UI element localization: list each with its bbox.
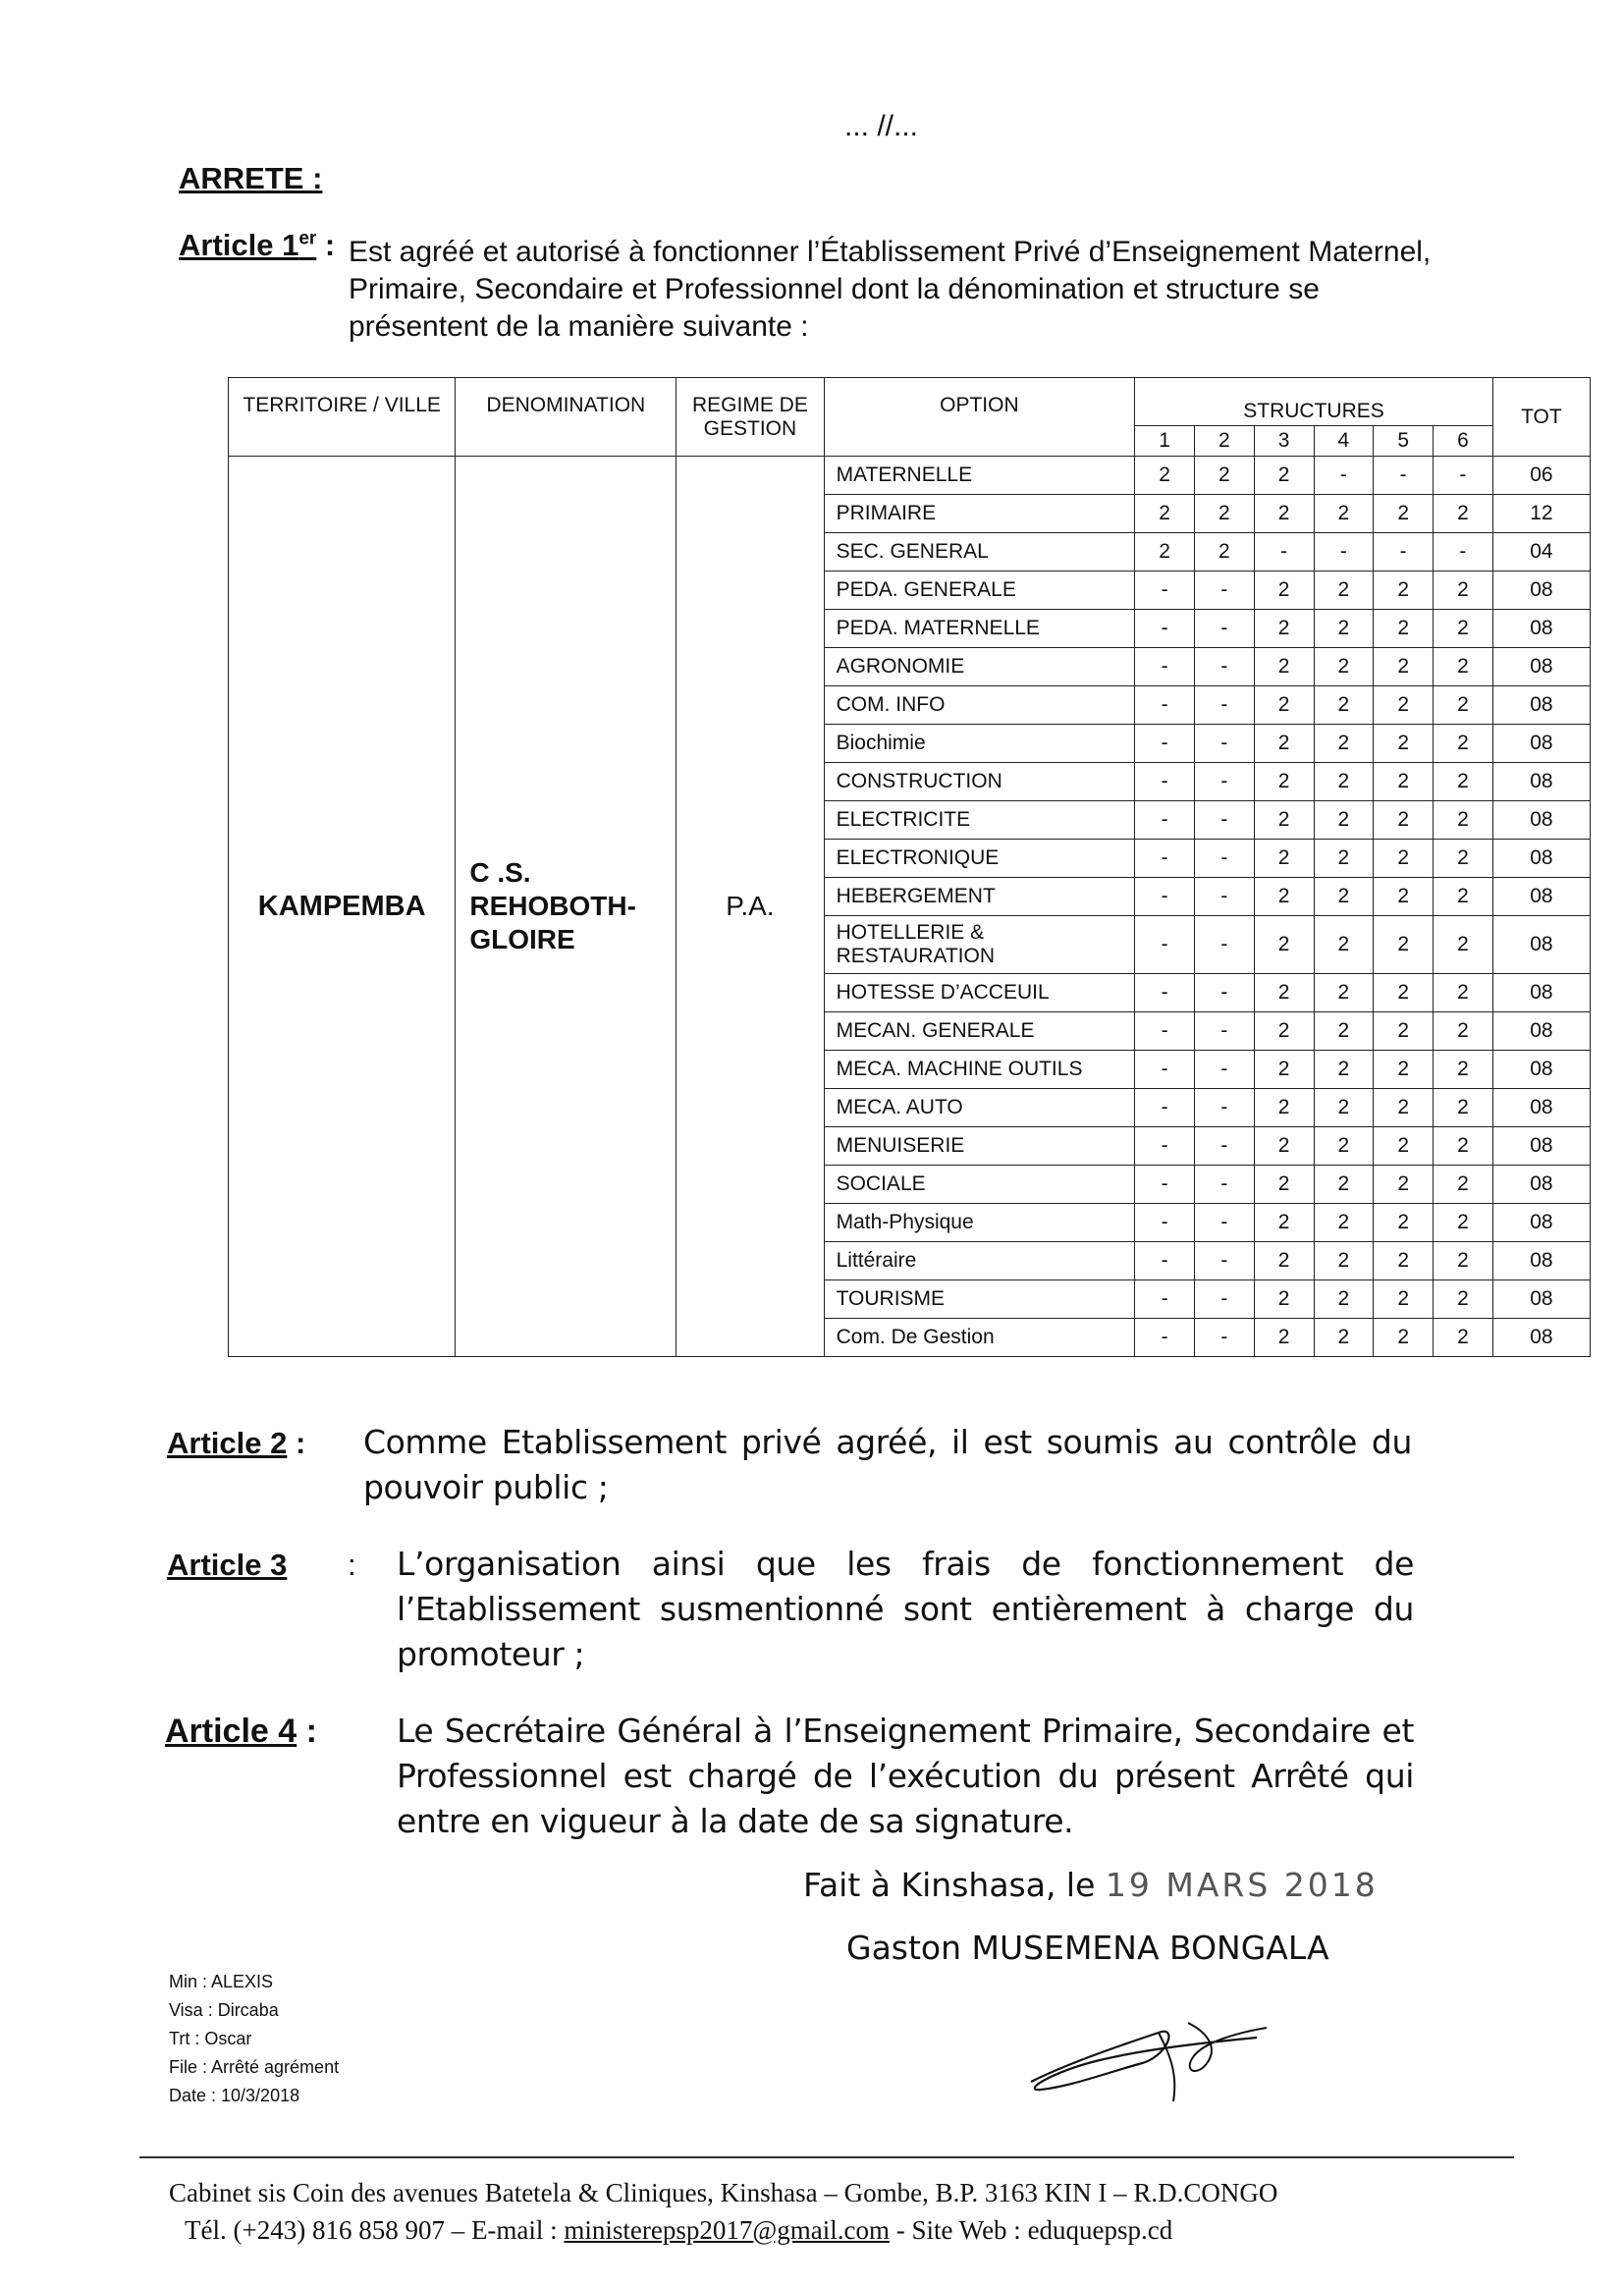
structure-cell: 2 [1374,840,1434,878]
option-cell: MENUISERIE [824,1127,1135,1166]
structure-cell: - [1135,1127,1195,1166]
structure-cell: - [1194,1012,1254,1051]
structure-cell: 2 [1434,1012,1493,1051]
option-cell: HOTELLERIE & RESTAURATION [824,916,1135,974]
regime-cell: P.A. [677,457,824,1357]
structure-cell: 2 [1135,533,1195,572]
structure-cell: 2 [1374,916,1434,974]
structure-cell: 2 [1254,572,1314,610]
article-3-separator: : [348,1548,356,1582]
structure-cell: 2 [1314,1089,1374,1127]
structure-cell: 2 [1374,1319,1434,1357]
structure-cell: 2 [1314,1204,1374,1242]
total-cell: 08 [1492,840,1590,878]
structure-cell: - [1135,1242,1195,1280]
structure-cell: 2 [1374,495,1434,533]
option-cell: AGRONOMIE [824,648,1135,686]
structure-cell: 2 [1434,1319,1493,1357]
article-4-label: Article 4 : [165,1713,317,1750]
article-2-text: Comme Etablissement privé agréé, il est soumis au contrôle du pouvoir public ; [363,1423,1412,1506]
article-3-label: Article 3 [167,1548,288,1582]
structure-cell: 2 [1374,974,1434,1012]
total-cell: 08 [1492,648,1590,686]
meta-line: Min : ALEXIS [169,1972,274,1991]
structure-cell: 2 [1434,686,1493,725]
option-cell: COM. INFO [824,686,1135,725]
structure-cell: 2 [1254,1089,1314,1127]
header-structures: STRUCTURES [1135,378,1493,426]
structure-cell: 2 [1314,1127,1374,1166]
structure-cell: - [1194,1051,1254,1089]
structure-cell: 2 [1254,974,1314,1012]
structure-cell: - [1194,572,1254,610]
total-cell: 08 [1492,610,1590,648]
option-cell: MECA. AUTO [824,1089,1135,1127]
structure-cell: 2 [1434,495,1493,533]
structure-cell: 2 [1374,725,1434,763]
structure-cell: - [1374,533,1434,572]
header-level: 1 [1135,426,1195,457]
option-cell: HEBERGEMENT [824,878,1135,916]
structure-cell: 2 [1374,648,1434,686]
structure-cell: 2 [1434,916,1493,974]
total-cell: 08 [1492,686,1590,725]
structure-cell: 2 [1434,648,1493,686]
signature-place-date: Fait à Kinshasa, le 19 MARS 2018 [803,1866,1379,1904]
structure-cell: 2 [1314,763,1374,801]
structure-cell: - [1194,686,1254,725]
meta-line: File : Arrêté agrément [169,2057,340,2077]
structure-cell: 2 [1314,1319,1374,1357]
option-cell: PRIMAIRE [824,495,1135,533]
header-territoire: TERRITOIRE / VILLE [229,378,456,457]
total-cell: 06 [1492,457,1590,495]
structure-cell: - [1194,974,1254,1012]
structure-cell: 2 [1254,1127,1314,1166]
total-cell: 08 [1492,725,1590,763]
structure-cell: 2 [1254,840,1314,878]
structure-cell: - [1194,763,1254,801]
structure-cell: 2 [1314,974,1374,1012]
page-continuation-mark: ... //... [844,110,919,142]
structure-cell: - [1194,916,1254,974]
total-cell: 08 [1492,572,1590,610]
structure-cell: - [1135,610,1195,648]
header-regime: REGIME DE GESTION [677,378,824,457]
header-tot: TOT [1492,378,1590,457]
total-cell: 08 [1492,801,1590,840]
structure-cell: - [1135,648,1195,686]
structure-cell: 2 [1374,801,1434,840]
structure-cell: 2 [1314,801,1374,840]
structure-cell: 2 [1254,495,1314,533]
structure-cell: - [1194,1089,1254,1127]
option-cell: MECA. MACHINE OUTILS [824,1051,1135,1089]
header-option: OPTION [824,378,1135,457]
structure-cell: 2 [1374,572,1434,610]
structure-cell: 2 [1254,878,1314,916]
decree-heading: ARRETE : [179,161,323,195]
structure-cell: 2 [1374,1242,1434,1280]
structure-cell: 2 [1314,610,1374,648]
structure-cell: - [1135,840,1195,878]
option-cell: ELECTRONIQUE [824,840,1135,878]
article-1-label: Article 1er : [179,228,336,262]
option-cell: MATERNELLE [824,457,1135,495]
structure-cell: - [1194,840,1254,878]
total-cell: 08 [1492,1319,1590,1357]
structure-cell: - [1434,533,1493,572]
meta-line: Date : 10/3/2018 [169,2086,300,2105]
structure-cell: - [1194,1319,1254,1357]
structure-cell: 2 [1434,763,1493,801]
structure-cell: - [1254,533,1314,572]
structure-cell: - [1135,686,1195,725]
structure-cell: 2 [1314,648,1374,686]
structure-cell: - [1135,572,1195,610]
option-cell: Com. De Gestion [824,1319,1135,1357]
total-cell: 08 [1492,1204,1590,1242]
structure-cell: 2 [1314,916,1374,974]
total-cell: 08 [1492,1089,1590,1127]
structure-cell: - [1135,1280,1195,1319]
structure-cell: 2 [1254,1166,1314,1204]
option-cell: TOURISME [824,1280,1135,1319]
structure-cell: - [1135,878,1195,916]
option-cell: MECAN. GENERALE [824,1012,1135,1051]
denomination-cell: C .S. REHOBOTH-GLOIRE [456,457,677,1357]
structure-cell: 2 [1254,725,1314,763]
total-cell: 12 [1492,495,1590,533]
structure-cell: 2 [1254,648,1314,686]
option-cell: CONSTRUCTION [824,763,1135,801]
structure-cell: - [1135,763,1195,801]
total-cell: 08 [1492,1051,1590,1089]
article-2-label: Article 2 : [167,1426,306,1460]
option-cell: SEC. GENERAL [824,533,1135,572]
total-cell: 08 [1492,1012,1590,1051]
structure-cell: 2 [1434,878,1493,916]
structure-cell: 2 [1434,1204,1493,1242]
structure-cell: 2 [1314,1012,1374,1051]
header-level: 6 [1434,426,1493,457]
structure-cell: 2 [1194,457,1254,495]
option-cell: PEDA. GENERALE [824,572,1135,610]
total-cell: 08 [1492,1127,1590,1166]
structure-cell: - [1194,648,1254,686]
structure-cell: - [1135,801,1195,840]
structure-cell: 2 [1194,533,1254,572]
structure-cell: - [1194,801,1254,840]
structure-cell: 2 [1254,1319,1314,1357]
footer-address: Cabinet sis Coin des avenues Batetela & Cliniques, Kinshasa – Gombe, B.P. 3163 KIN I – R.D.CONGO [169,2178,1278,2207]
territoire-cell: KAMPEMBA [229,457,456,1357]
structure-cell: 2 [1374,1166,1434,1204]
structure-cell: 2 [1254,610,1314,648]
total-cell: 08 [1492,878,1590,916]
structure-cell: - [1194,1166,1254,1204]
structure-cell: 2 [1314,840,1374,878]
structure-cell: 2 [1374,1012,1434,1051]
option-cell: SOCIALE [824,1166,1135,1204]
date-stamp: 19 MARS 2018 [1105,1866,1379,1904]
total-cell: 08 [1492,1166,1590,1204]
structure-cell: 2 [1254,457,1314,495]
structure-cell: 2 [1434,1242,1493,1280]
structure-cell: - [1135,916,1195,974]
structure-cell: 2 [1254,1051,1314,1089]
structure-cell: - [1135,974,1195,1012]
option-cell: Littéraire [824,1242,1135,1280]
structure-cell: - [1194,610,1254,648]
structure-cell: 2 [1374,763,1434,801]
structure-cell: 2 [1374,1127,1434,1166]
structure-cell: 2 [1434,840,1493,878]
structure-cell: 2 [1434,801,1493,840]
total-cell: 08 [1492,763,1590,801]
structure-cell: 2 [1314,878,1374,916]
structure-cell: 2 [1254,686,1314,725]
structure-cell: - [1314,457,1374,495]
structure-cell: - [1135,725,1195,763]
structure-cell: 2 [1314,686,1374,725]
structure-cell: - [1135,1204,1195,1242]
footer-contact: Tél. (+243) 816 858 907 – E-mail : ministerepsp2017@gmail.com - Site Web : eduquepsp.cd [185,2215,1173,2245]
header-level: 5 [1374,426,1434,457]
structure-cell: 2 [1434,725,1493,763]
option-cell: PEDA. MATERNELLE [824,610,1135,648]
structure-cell: - [1135,1089,1195,1127]
option-cell: HOTESSE D’ACCEUIL [824,974,1135,1012]
structure-cell: - [1194,1204,1254,1242]
structure-cell: 2 [1374,1280,1434,1319]
total-cell: 08 [1492,974,1590,1012]
structure-cell: 2 [1374,1089,1434,1127]
article-1-text: Est agréé et autorisé à fonctionner l’Établissement Privé d’Enseignement Maternel, Primaire, Secondaire et Professionnel dont la dénomination et structure se présentent de la manière suivante : [349,236,1432,343]
structure-cell: 2 [1434,610,1493,648]
structure-cell: 2 [1314,1280,1374,1319]
header-level: 4 [1314,426,1374,457]
structure-cell: - [1135,1051,1195,1089]
header-level: 3 [1254,426,1314,457]
structure-cell: - [1314,533,1374,572]
meta-line: Visa : Dircaba [169,2000,279,2020]
structure-table [228,377,1591,1357]
footer-divider [139,2156,1514,2158]
total-cell: 08 [1492,916,1590,974]
structure-cell: 2 [1254,1280,1314,1319]
option-cell: Math-Physique [824,1204,1135,1242]
structure-cell: 2 [1374,686,1434,725]
structure-cell: 2 [1434,1051,1493,1089]
structure-cell: 2 [1374,1204,1434,1242]
total-cell: 08 [1492,1280,1590,1319]
structure-cell: 2 [1314,1166,1374,1204]
meta-block [169,1968,339,2110]
structure-cell: - [1194,725,1254,763]
header-denomination: DENOMINATION [456,378,677,457]
header-level: 2 [1194,426,1254,457]
article-4-text: Le Secrétaire Général à l’Enseignement Primaire, Secondaire et Professionnel est chargé de l’exécution du présent Arrêté qui entre en vigueur à la date de sa signature. [397,1712,1414,1840]
structure-cell: 2 [1254,916,1314,974]
structure-cell: - [1374,457,1434,495]
structure-cell: 2 [1254,801,1314,840]
structure-cell: 2 [1314,725,1374,763]
structure-cell: - [1194,1280,1254,1319]
structure-cell: 2 [1314,1242,1374,1280]
footer-email: ministerepsp2017@gmail.com [564,2215,890,2245]
structure-cell: 2 [1434,1166,1493,1204]
structure-cell: 2 [1374,1051,1434,1089]
structure-cell: 2 [1314,495,1374,533]
structure-cell: - [1194,878,1254,916]
structure-cell: - [1135,1319,1195,1357]
structure-cell: - [1194,1127,1254,1166]
option-cell: Biochimie [824,725,1135,763]
signatory-name: Gaston MUSEMENA BONGALA [846,1929,1329,1967]
structure-cell: 2 [1374,610,1434,648]
structure-cell: - [1135,1166,1195,1204]
table-row [229,457,1591,495]
structure-cell: 2 [1135,457,1195,495]
structure-cell: - [1194,1242,1254,1280]
structure-cell: 2 [1434,974,1493,1012]
structure-cell: 2 [1314,1051,1374,1089]
article-3-text: L’organisation ainsi que les frais de fonctionnement de l’Etablissement susmentionné sont entièrement à charge du promoteur ; [397,1545,1414,1673]
option-cell: ELECTRICITE [824,801,1135,840]
structure-cell: 2 [1254,1204,1314,1242]
structure-cell: 2 [1374,878,1434,916]
structure-cell: 2 [1434,1280,1493,1319]
structure-cell: 2 [1135,495,1195,533]
structure-cell: 2 [1434,572,1493,610]
total-cell: 08 [1492,1242,1590,1280]
structure-cell: 2 [1254,763,1314,801]
structure-cell: 2 [1254,1242,1314,1280]
structure-cell: - [1434,457,1493,495]
structure-cell: 2 [1314,572,1374,610]
structure-cell: - [1135,1012,1195,1051]
table-body [229,457,1591,1357]
structure-cell: 2 [1194,495,1254,533]
structure-cell: 2 [1434,1127,1493,1166]
handwritten-signature [1011,2003,1286,2111]
structure-cell: 2 [1254,1012,1314,1051]
total-cell: 04 [1492,533,1590,572]
meta-line: Trt : Oscar [169,2029,252,2048]
structure-cell: 2 [1434,1089,1493,1127]
